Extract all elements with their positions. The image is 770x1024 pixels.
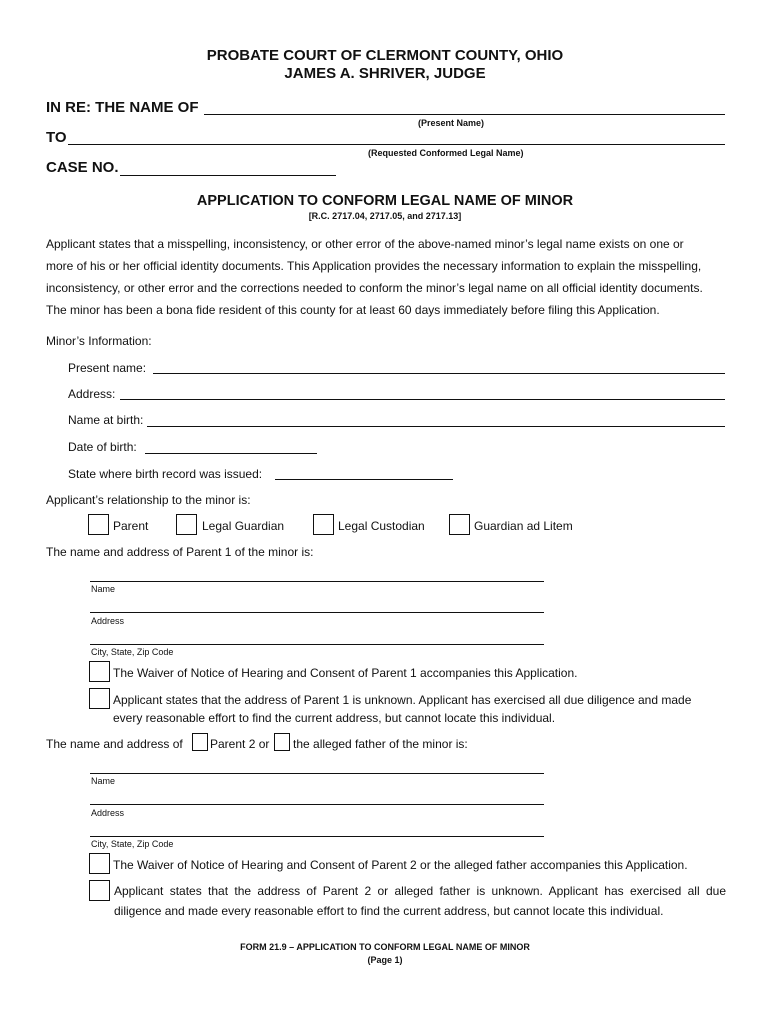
case-no-field[interactable] [120, 175, 336, 176]
court-name: PROBATE COURT OF CLERMONT COUNTY, OHIO [206, 47, 564, 64]
intro-line: Applicant states that a misspelling, inconsistency, or other error of the above-named minor’s legal name exists on one or [46, 237, 684, 251]
minor-dob-field[interactable] [145, 453, 317, 454]
minor-birth-name-field[interactable] [147, 426, 725, 427]
parent1-name-field[interactable] [90, 581, 544, 582]
parent1-csz-label: City, State, Zip Code [91, 647, 174, 657]
guardian-ad-litem-checkbox[interactable] [449, 514, 470, 535]
parent2-address-field[interactable] [90, 804, 544, 805]
minor-address-field[interactable] [120, 399, 725, 400]
legal-guardian-checkbox[interactable] [176, 514, 197, 535]
parent2-heading: The name and address of [46, 737, 183, 751]
legal-guardian-option-label: Legal Guardian [202, 519, 285, 533]
birth-state-field[interactable] [275, 479, 453, 480]
alleged-father-option-checkbox[interactable] [274, 733, 290, 751]
statute-ref: [R.C. 2717.04, 2717.05, and 2717.13] [308, 211, 462, 221]
parent1-unknown-text-2: every reasonable effort to find the current address, but cannot locate this individual. [113, 711, 556, 725]
parent2-waiver-text: The Waiver of Notice of Hearing and Consent of Parent 2 or the alleged father accompanies this Application. [113, 858, 688, 872]
parent2-waiver-checkbox[interactable] [89, 853, 110, 874]
parent2-option-checkbox[interactable] [192, 733, 208, 751]
minor-present-name-label: Present name: [68, 361, 147, 375]
parent2-csz-field[interactable] [90, 836, 544, 837]
birth-state-label: State where birth record was issued: [68, 467, 263, 481]
parent1-name-label: Name [91, 584, 116, 594]
present-name-label: (Present Name) [418, 118, 485, 128]
intro-line: more of his or her official identity documents. This Application provides the necessary information to explain the misspelling, [46, 259, 702, 273]
parent1-waiver-checkbox[interactable] [89, 661, 110, 682]
minor-dob-label: Date of birth: [68, 440, 137, 454]
minor-birth-name-label: Name at birth: [68, 413, 144, 427]
in-re-label: IN RE: THE NAME OF [46, 99, 199, 116]
parent1-heading: The name and address of Parent 1 of the minor is: [46, 545, 314, 559]
judge-name: JAMES A. SHRIVER, JUDGE [284, 65, 486, 82]
minor-address-label: Address: [68, 387, 116, 401]
page-number: (Page 1) [367, 955, 403, 965]
legal-custodian-checkbox[interactable] [313, 514, 334, 535]
parent1-csz-field[interactable] [90, 644, 544, 645]
parent2-unknown-text-1: Applicant states that the address of Parent 2 or alleged father is unknown. Applicant has exercised all due [114, 884, 726, 898]
parent2-csz-label: City, State, Zip Code [91, 839, 174, 849]
requested-name-label: (Requested Conformed Legal Name) [368, 148, 524, 158]
parent-checkbox[interactable] [88, 514, 109, 535]
requested-name-field[interactable] [68, 144, 725, 145]
parent2-unknown-checkbox[interactable] [89, 880, 110, 901]
legal-custodian-option-label: Legal Custodian [338, 519, 425, 533]
guardian-ad-litem-option-label: Guardian ad Litem [474, 519, 573, 533]
alleged-father-option-label: the alleged father of the minor is: [293, 737, 468, 751]
parent2-option-label: Parent 2 or [210, 737, 270, 751]
present-name-field[interactable] [204, 114, 725, 115]
parent1-address-label: Address [91, 616, 125, 626]
to-label: TO [46, 129, 67, 146]
intro-line: The minor has been a bona fide resident of this county for at least 60 days immediately before filing this Application. [46, 303, 660, 317]
parent1-waiver-text: The Waiver of Notice of Hearing and Consent of Parent 1 accompanies this Application. [113, 666, 578, 680]
form-title: APPLICATION TO CONFORM LEGAL NAME OF MINOR [196, 193, 574, 209]
parent2-unknown-text-2: diligence and made every reasonable effort to find the current address, but cannot locate this individual. [114, 904, 664, 918]
minor-present-name-field[interactable] [153, 373, 725, 374]
case-no-label: CASE NO. [46, 159, 119, 176]
parent-option-label: Parent [113, 519, 149, 533]
minor-info-heading: Minor’s Information: [46, 334, 152, 348]
parent1-unknown-text-1: Applicant states that the address of Parent 1 is unknown. Applicant has exercised all due diligence and made [113, 693, 692, 707]
parent2-name-field[interactable] [90, 773, 544, 774]
form-footer: FORM 21.9 – APPLICATION TO CONFORM LEGAL NAME OF MINOR [240, 942, 530, 952]
intro-paragraph [46, 233, 726, 321]
parent2-address-label: Address [91, 808, 125, 818]
parent2-name-label: Name [91, 776, 116, 786]
parent1-unknown-checkbox[interactable] [89, 688, 110, 709]
parent1-address-field[interactable] [90, 612, 544, 613]
intro-line: inconsistency, or other error and the corrections needed to conform the minor’s legal name on all official identity documents. [46, 281, 703, 295]
relationship-heading: Applicant’s relationship to the minor is: [46, 493, 251, 507]
